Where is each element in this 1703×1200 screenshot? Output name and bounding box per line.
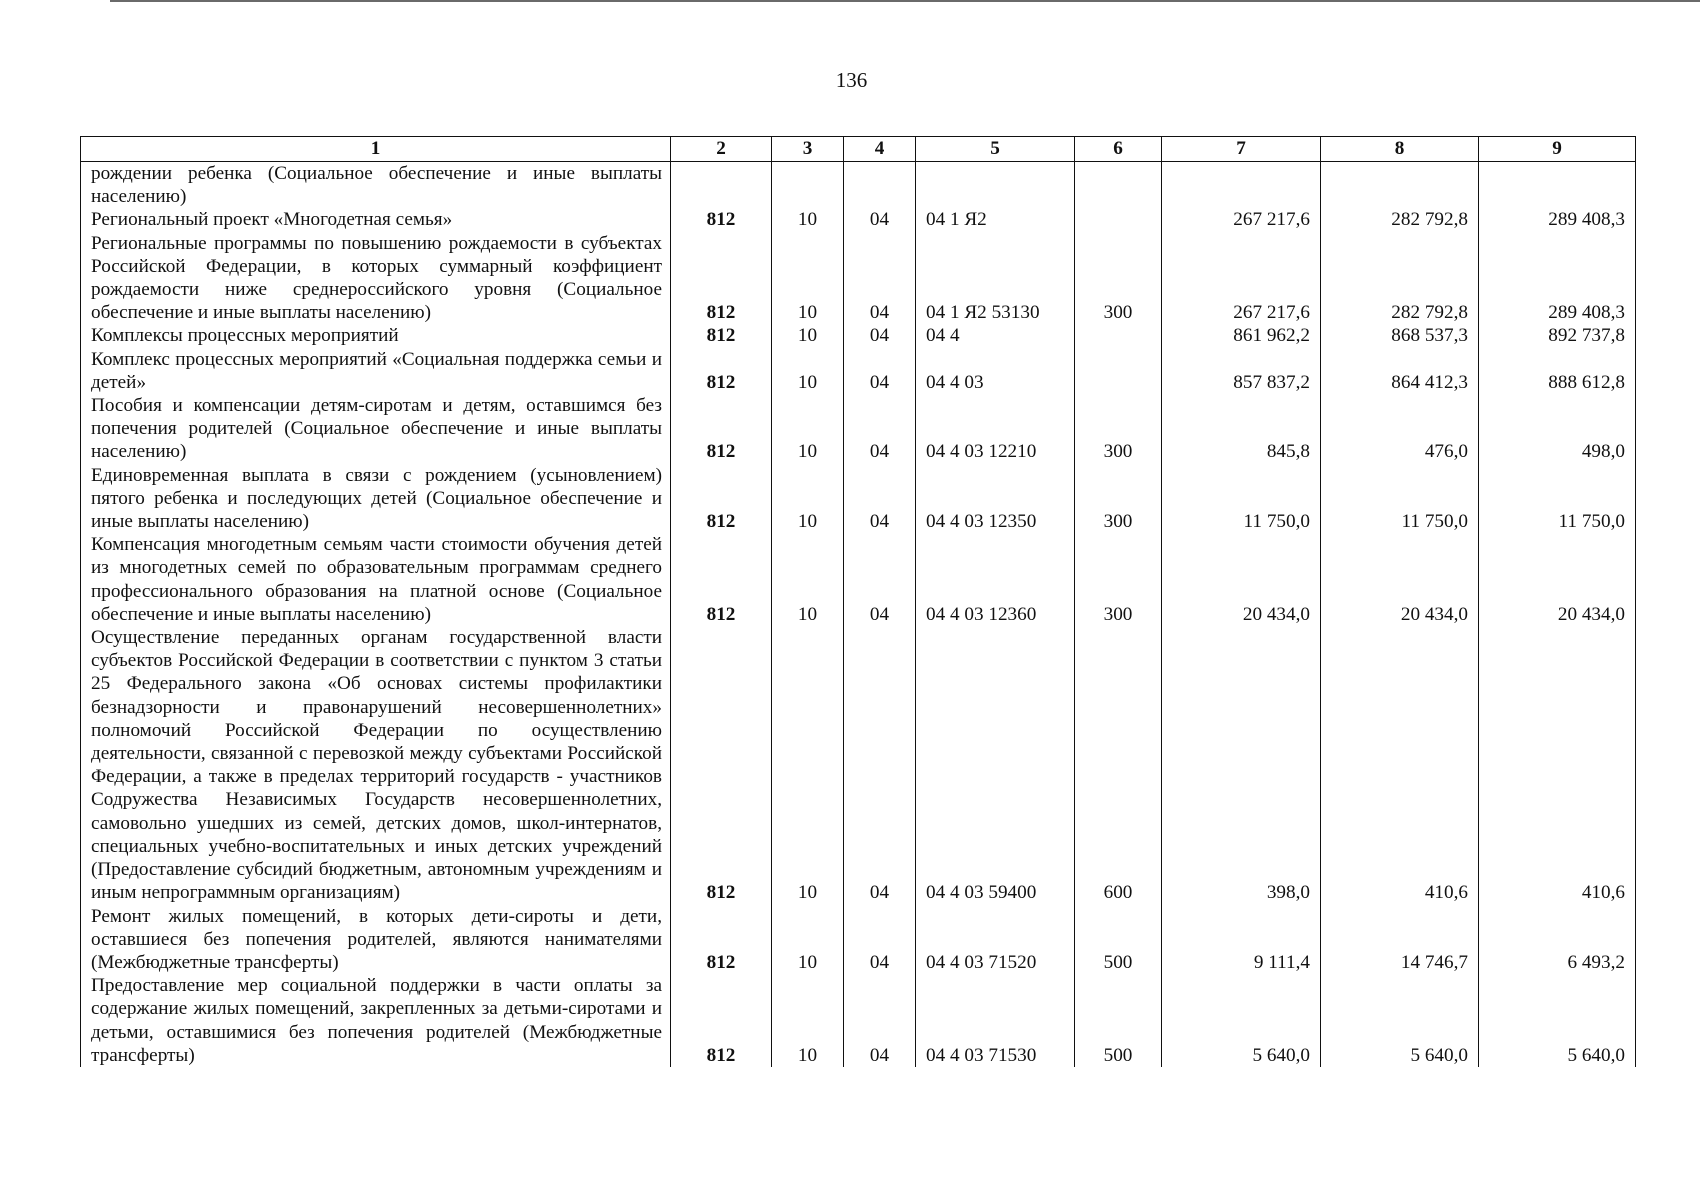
row-target-code: 04 4 03 59400 xyxy=(916,626,1075,904)
row-ministry-code: 812 xyxy=(671,324,772,347)
row-description: Единовременная выплата в связи с рождением (усыновлением) пятого ребенка и последующих детей (Социальное обеспечение и иные выплаты населению) xyxy=(81,464,671,534)
table-body xyxy=(81,162,1636,1067)
row-target-code: 04 1 Я2 53130 xyxy=(916,232,1075,325)
table-row xyxy=(81,464,1636,534)
row-expense-type xyxy=(1075,348,1162,394)
row-amount-col9: 498,0 xyxy=(1479,394,1636,464)
row-subsection-code: 04 xyxy=(844,626,916,904)
row-description: Предоставление мер социальной поддержки в части оплаты за содержание жилых помещений, закрепленных за детьми-сиротами и детьми, оставшимися без попечения родителей (Межбюджетные трансферты) xyxy=(81,974,671,1067)
row-amount-col8: 14 746,7 xyxy=(1321,905,1479,975)
row-subsection-code: 04 xyxy=(844,905,916,975)
row-amount-col7: 11 750,0 xyxy=(1162,464,1321,534)
top-rule xyxy=(110,0,1700,2)
row-expense-type xyxy=(1075,324,1162,347)
row-subsection-code: 04 xyxy=(844,348,916,394)
row-amount-col9: 410,6 xyxy=(1479,626,1636,904)
row-amount-col8 xyxy=(1321,162,1479,209)
header-col-3: 3 xyxy=(772,137,844,162)
row-amount-col9: 289 408,3 xyxy=(1479,208,1636,231)
row-amount-col8: 864 412,3 xyxy=(1321,348,1479,394)
row-amount-col9: 888 612,8 xyxy=(1479,348,1636,394)
row-section-code: 10 xyxy=(772,626,844,904)
header-col-8: 8 xyxy=(1321,137,1479,162)
row-target-code: 04 4 03 12210 xyxy=(916,394,1075,464)
row-subsection-code: 04 xyxy=(844,533,916,626)
row-amount-col8: 20 434,0 xyxy=(1321,533,1479,626)
row-amount-col8: 282 792,8 xyxy=(1321,208,1479,231)
row-amount-col8: 5 640,0 xyxy=(1321,974,1479,1067)
header-col-7: 7 xyxy=(1162,137,1321,162)
row-description: Комплекс процессных мероприятий «Социальная поддержка семьи и детей» xyxy=(81,348,671,394)
row-amount-col9: 11 750,0 xyxy=(1479,464,1636,534)
row-expense-type: 500 xyxy=(1075,905,1162,975)
header-col-6: 6 xyxy=(1075,137,1162,162)
row-amount-col9: 5 640,0 xyxy=(1479,974,1636,1067)
table-row xyxy=(81,208,1636,231)
row-amount-col9: 20 434,0 xyxy=(1479,533,1636,626)
row-amount-col9: 6 493,2 xyxy=(1479,905,1636,975)
row-description: Ремонт жилых помещений, в которых дети-сироты и дети, оставшиеся без попечения родителей, являются нанимателями (Межбюджетные трансферты) xyxy=(81,905,671,975)
row-subsection-code: 04 xyxy=(844,394,916,464)
row-expense-type: 500 xyxy=(1075,974,1162,1067)
row-amount-col7: 398,0 xyxy=(1162,626,1321,904)
row-target-code: 04 4 03 71520 xyxy=(916,905,1075,975)
row-description: рождении ребенка (Социальное обеспечение и иные выплаты населению) xyxy=(81,162,671,209)
row-subsection-code xyxy=(844,162,916,209)
row-amount-col8: 282 792,8 xyxy=(1321,232,1479,325)
row-description: Пособия и компенсации детям-сиротам и детям, оставшимся без попечения родителей (Социальное обеспечение и иные выплаты населению) xyxy=(81,394,671,464)
row-amount-col7: 845,8 xyxy=(1162,394,1321,464)
row-description: Региональные программы по повышению рождаемости в субъектах Российской Федерации, в которых суммарный коэффициент рождаемости ниже среднероссийского уровня (Социальное обеспечение и иные выплаты населению) xyxy=(81,232,671,325)
table-row xyxy=(81,162,1636,209)
page-number: 136 xyxy=(835,68,868,92)
row-description: Компенсация многодетным семьям части стоимости обучения детей из многодетных семей по образовательным программам среднего профессионального образования на платной основе (Социальное обеспечение и иные выплаты населению) xyxy=(81,533,671,626)
row-amount-col8: 868 537,3 xyxy=(1321,324,1479,347)
row-subsection-code: 04 xyxy=(844,974,916,1067)
row-amount-col8: 476,0 xyxy=(1321,394,1479,464)
header-row xyxy=(81,137,1636,162)
header-col-4: 4 xyxy=(844,137,916,162)
row-amount-col7: 20 434,0 xyxy=(1162,533,1321,626)
header-col-9: 9 xyxy=(1479,137,1636,162)
row-ministry-code: 812 xyxy=(671,974,772,1067)
table-row xyxy=(81,394,1636,464)
row-description: Региональный проект «Многодетная семья» xyxy=(81,208,671,231)
row-amount-col7: 267 217,6 xyxy=(1162,232,1321,325)
row-amount-col7: 861 962,2 xyxy=(1162,324,1321,347)
row-section-code: 10 xyxy=(772,394,844,464)
row-ministry-code: 812 xyxy=(671,626,772,904)
row-description: Комплексы процессных мероприятий xyxy=(81,324,671,347)
row-section-code: 10 xyxy=(772,348,844,394)
row-ministry-code: 812 xyxy=(671,464,772,534)
row-amount-col7: 267 217,6 xyxy=(1162,208,1321,231)
header-col-1: 1 xyxy=(81,137,671,162)
row-target-code: 04 4 xyxy=(916,324,1075,347)
row-section-code: 10 xyxy=(772,208,844,231)
row-target-code: 04 4 03 71530 xyxy=(916,974,1075,1067)
row-amount-col9 xyxy=(1479,162,1636,209)
table-row xyxy=(81,533,1636,626)
row-ministry-code: 812 xyxy=(671,208,772,231)
row-expense-type xyxy=(1075,208,1162,231)
row-target-code: 04 1 Я2 xyxy=(916,208,1075,231)
row-section-code: 10 xyxy=(772,533,844,626)
table-row xyxy=(81,905,1636,975)
budget-table xyxy=(80,136,1636,1067)
row-section-code: 10 xyxy=(772,905,844,975)
row-amount-col7: 5 640,0 xyxy=(1162,974,1321,1067)
row-ministry-code xyxy=(671,162,772,209)
row-expense-type xyxy=(1075,162,1162,209)
table-row xyxy=(81,974,1636,1067)
row-section-code xyxy=(772,162,844,209)
row-expense-type: 300 xyxy=(1075,394,1162,464)
row-amount-col7: 9 111,4 xyxy=(1162,905,1321,975)
row-ministry-code: 812 xyxy=(671,232,772,325)
table-row xyxy=(81,348,1636,394)
row-target-code xyxy=(916,162,1075,209)
row-amount-col8: 410,6 xyxy=(1321,626,1479,904)
row-target-code: 04 4 03 12360 xyxy=(916,533,1075,626)
row-expense-type: 300 xyxy=(1075,464,1162,534)
row-ministry-code: 812 xyxy=(671,394,772,464)
row-ministry-code: 812 xyxy=(671,905,772,975)
row-section-code: 10 xyxy=(772,464,844,534)
row-expense-type: 600 xyxy=(1075,626,1162,904)
row-ministry-code: 812 xyxy=(671,533,772,626)
row-amount-col7 xyxy=(1162,162,1321,209)
row-section-code: 10 xyxy=(772,324,844,347)
row-section-code: 10 xyxy=(772,974,844,1067)
row-subsection-code: 04 xyxy=(844,324,916,347)
row-target-code: 04 4 03 12350 xyxy=(916,464,1075,534)
header-col-5: 5 xyxy=(916,137,1075,162)
table-row xyxy=(81,626,1636,904)
row-amount-col7: 857 837,2 xyxy=(1162,348,1321,394)
row-subsection-code: 04 xyxy=(844,464,916,534)
row-target-code: 04 4 03 xyxy=(916,348,1075,394)
row-expense-type: 300 xyxy=(1075,232,1162,325)
header-col-2: 2 xyxy=(671,137,772,162)
table-header xyxy=(81,137,1636,162)
table-row xyxy=(81,324,1636,347)
row-description: Осуществление переданных органам государственной власти субъектов Российской Федерации в соответствии с пунктом 3 статьи 25 Федерального закона «Об основах системы профилактики безнадзорности и правонарушений несовершеннолетних» полномочий Российской Федерации по осуществлению деятельности, связанной с перевозкой между субъектами Российской Федерации, а также в пределах территорий государств - участников Содружества Независимых Государств несовершеннолетних, самовольно ушедших из семей, детских домов, школ-интернатов, специальных учебно-воспитательных и иных детских учреждений (Предоставление субсидий бюджетным, автономным учреждениям и иным непрограммным организациям) xyxy=(81,626,671,904)
row-amount-col9: 289 408,3 xyxy=(1479,232,1636,325)
row-subsection-code: 04 xyxy=(844,232,916,325)
row-expense-type: 300 xyxy=(1075,533,1162,626)
row-amount-col8: 11 750,0 xyxy=(1321,464,1479,534)
row-section-code: 10 xyxy=(772,232,844,325)
row-subsection-code: 04 xyxy=(844,208,916,231)
table-row xyxy=(81,232,1636,325)
row-amount-col9: 892 737,8 xyxy=(1479,324,1636,347)
row-ministry-code: 812 xyxy=(671,348,772,394)
